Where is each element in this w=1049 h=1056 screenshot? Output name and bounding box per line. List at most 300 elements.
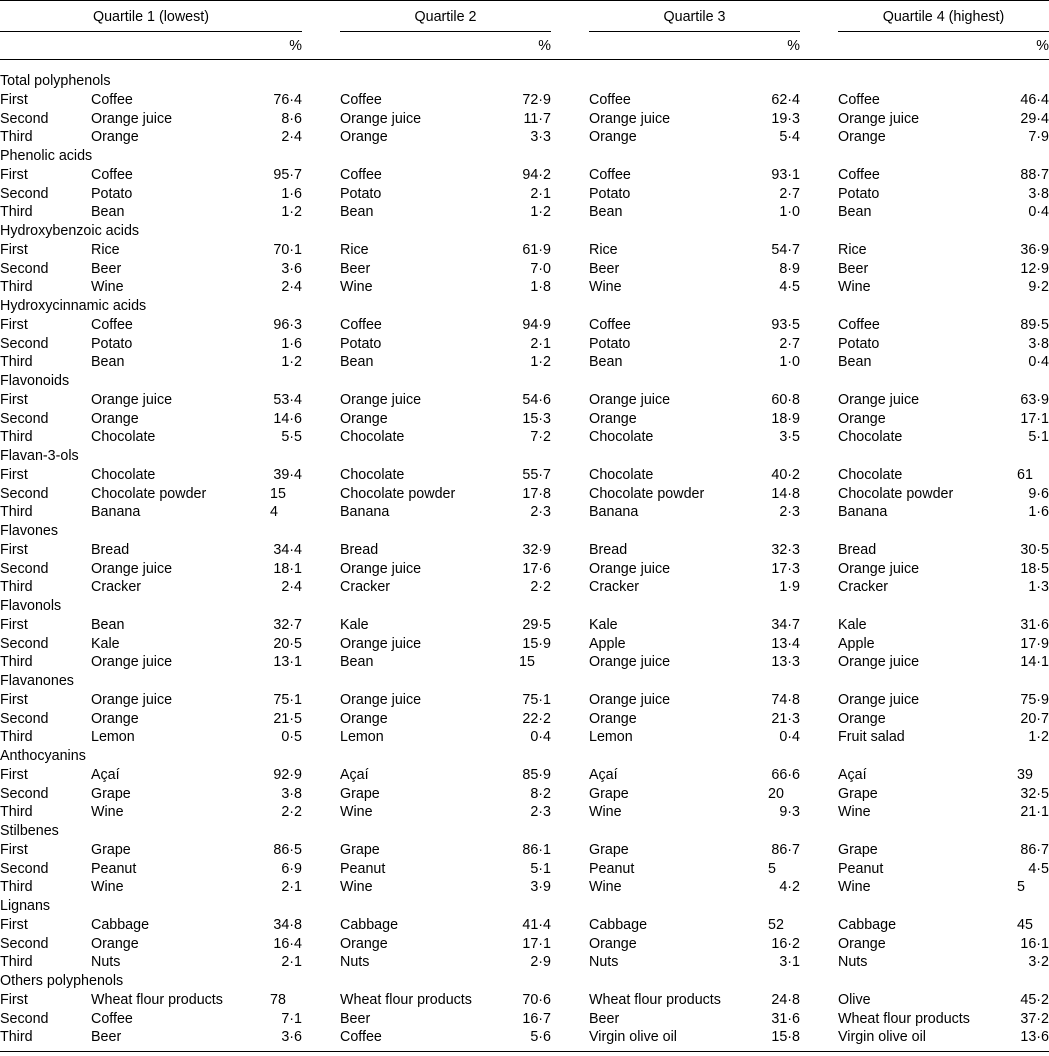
- food-source: Bean: [838, 204, 872, 221]
- percent-value: 88·7: [1020, 166, 1049, 183]
- percent-value: 1·2: [530, 354, 551, 371]
- percent-value: 34·4: [273, 541, 302, 558]
- percent-value: 3·8: [281, 785, 302, 802]
- section-title: Total polyphenols: [0, 73, 111, 89]
- food-source: Grape: [838, 785, 878, 802]
- percent-value: 21·1: [1020, 804, 1049, 821]
- food-source: Wine: [589, 279, 622, 296]
- percent-value: 53·4: [273, 391, 302, 408]
- food-source: Wheat flour products: [91, 991, 223, 1008]
- food-source: Chocolate: [340, 466, 405, 483]
- percent-value: 2·2: [281, 804, 302, 821]
- percent-value: 37·2: [1020, 1010, 1049, 1027]
- rank-label: First: [0, 91, 28, 108]
- percent-value: 96·3: [273, 316, 302, 333]
- food-source: Potato: [340, 335, 382, 352]
- percent-value: 16·7: [522, 1010, 551, 1027]
- percent-value: 14·6: [273, 410, 302, 427]
- percent-value: 70·1: [273, 241, 302, 258]
- food-source: Banana: [589, 504, 639, 521]
- food-source: Bean: [91, 204, 125, 221]
- food-source: Wine: [838, 279, 871, 296]
- percent-value: 31·6: [771, 1010, 800, 1027]
- food-source: Potato: [340, 185, 382, 202]
- percent-value: 55·7: [522, 466, 551, 483]
- percent-value: 40·2: [771, 466, 800, 483]
- percent-value: 2·3: [530, 504, 551, 521]
- percent-value: 93·5: [771, 316, 800, 333]
- percent-value: 32·9: [522, 541, 551, 558]
- rank-label: First: [0, 616, 28, 633]
- food-source: Lemon: [340, 729, 384, 746]
- food-source: Coffee: [340, 91, 382, 108]
- percent-value: 13·6: [1020, 1029, 1049, 1046]
- food-source: Coffee: [340, 1029, 382, 1046]
- percent-value: 16·4: [273, 935, 302, 952]
- percent-value: 5·1: [530, 860, 551, 877]
- quartile-header-underline: [340, 31, 551, 32]
- food-source: Bean: [340, 654, 374, 671]
- food-source: Orange juice: [838, 691, 920, 708]
- percent-value: 30·5: [1020, 541, 1049, 558]
- food-source: Bean: [340, 204, 374, 221]
- rank-label: Second: [0, 185, 49, 202]
- food-source: Wine: [838, 879, 871, 896]
- percent-value: 78: [270, 991, 286, 1008]
- rank-label: Third: [0, 654, 33, 671]
- food-source: Bread: [340, 541, 379, 558]
- percent-value: 7·0: [530, 260, 551, 277]
- food-source: Orange juice: [838, 110, 920, 127]
- food-source: Chocolate: [838, 466, 903, 483]
- percent-value: 3·5: [779, 429, 800, 446]
- percent-value: 85·9: [522, 766, 551, 783]
- food-source: Lemon: [91, 729, 135, 746]
- food-source: Nuts: [838, 954, 868, 971]
- percent-value: 18·1: [273, 560, 302, 577]
- percent-value: 4·2: [779, 879, 800, 896]
- food-source: Coffee: [838, 316, 880, 333]
- food-source: Wine: [589, 879, 622, 896]
- food-source: Orange: [838, 129, 886, 146]
- percent-value: 3·8: [1028, 335, 1049, 352]
- food-source: Kale: [91, 635, 120, 652]
- percent-value: 15: [519, 654, 535, 671]
- quartile-header-underline: [0, 31, 302, 32]
- percent-value: 14·1: [1020, 654, 1049, 671]
- rank-label: Second: [0, 410, 49, 427]
- percent-value: 34·7: [771, 616, 800, 633]
- percent-value: 4: [270, 504, 278, 521]
- food-source: Wine: [91, 279, 124, 296]
- food-source: Orange juice: [91, 691, 173, 708]
- food-source: Coffee: [589, 166, 631, 183]
- percent-value: 1·0: [779, 204, 800, 221]
- food-source: Bean: [91, 354, 125, 371]
- food-source: Chocolate: [91, 466, 156, 483]
- food-source: Kale: [838, 616, 867, 633]
- percent-value: 21·3: [771, 710, 800, 727]
- quartile-header: Quartile 1 (lowest): [92, 9, 209, 25]
- percent-value: 16·2: [771, 935, 800, 952]
- food-source: Coffee: [91, 166, 133, 183]
- percent-value: 3·9: [530, 879, 551, 896]
- percent-value: 7·2: [530, 429, 551, 446]
- food-source: Chocolate powder: [589, 485, 705, 502]
- percent-value: 3·3: [530, 129, 551, 146]
- percent-value: 3·1: [779, 954, 800, 971]
- food-source: Orange juice: [91, 560, 173, 577]
- food-source: Chocolate powder: [91, 485, 207, 502]
- percent-value: 1·2: [1028, 729, 1049, 746]
- food-source: Orange: [91, 935, 139, 952]
- header-bottom-rule: [0, 59, 1049, 60]
- food-source: Açaí: [340, 766, 369, 783]
- percent-value: 1·3: [1028, 579, 1049, 596]
- food-source: Cabbage: [91, 916, 150, 933]
- food-source: Grape: [91, 841, 131, 858]
- rank-label: First: [0, 466, 28, 483]
- percent-header: %: [538, 38, 551, 54]
- percent-value: 2·3: [530, 804, 551, 821]
- food-source: Grape: [340, 841, 380, 858]
- food-source: Peanut: [838, 860, 884, 877]
- percent-value: 86·1: [522, 841, 551, 858]
- percent-value: 0·4: [1028, 354, 1049, 371]
- food-source: Wine: [340, 804, 373, 821]
- percent-value: 94·9: [522, 316, 551, 333]
- percent-value: 45·2: [1020, 991, 1049, 1008]
- food-source: Açaí: [91, 766, 120, 783]
- percent-value: 2·1: [281, 879, 302, 896]
- food-source: Orange: [838, 710, 886, 727]
- section-title: Hydroxycinnamic acids: [0, 298, 147, 314]
- percent-value: 7·9: [1028, 129, 1049, 146]
- percent-value: 39·4: [273, 466, 302, 483]
- food-source: Orange juice: [340, 110, 422, 127]
- food-source: Coffee: [589, 316, 631, 333]
- percent-value: 11·7: [523, 110, 551, 127]
- percent-value: 66·6: [771, 766, 800, 783]
- percent-value: 29·4: [1020, 110, 1049, 127]
- percent-value: 36·9: [1020, 241, 1049, 258]
- percent-value: 29·5: [522, 616, 551, 633]
- percent-value: 86·5: [273, 841, 302, 858]
- food-source: Coffee: [340, 316, 382, 333]
- rank-label: Second: [0, 635, 49, 652]
- percent-value: 7·1: [281, 1010, 302, 1027]
- food-source: Rice: [838, 241, 867, 258]
- food-source: Apple: [838, 635, 875, 652]
- food-source: Rice: [91, 241, 120, 258]
- food-source: Cabbage: [340, 916, 399, 933]
- rank-label: Second: [0, 1010, 49, 1027]
- section-title: Stilbenes: [0, 823, 59, 839]
- percent-value: 60·8: [771, 391, 800, 408]
- percent-value: 22·2: [522, 710, 551, 727]
- food-source: Wine: [589, 804, 622, 821]
- percent-value: 15·8: [771, 1029, 800, 1046]
- food-source: Nuts: [589, 954, 619, 971]
- percent-value: 89·5: [1020, 316, 1049, 333]
- percent-value: 63·9: [1020, 391, 1049, 408]
- food-source: Wheat flour products: [589, 991, 721, 1008]
- section-title: Anthocyanins: [0, 748, 86, 764]
- percent-value: 3·6: [281, 1029, 302, 1046]
- food-source: Beer: [91, 1029, 122, 1046]
- rank-label: Second: [0, 110, 49, 127]
- food-source: Orange juice: [340, 560, 422, 577]
- section-title: Others polyphenols: [0, 973, 124, 989]
- food-source: Orange juice: [340, 635, 422, 652]
- food-source: Coffee: [91, 316, 133, 333]
- rank-label: First: [0, 316, 28, 333]
- food-source: Orange: [340, 710, 388, 727]
- food-source: Olive: [838, 991, 871, 1008]
- food-source: Orange juice: [340, 691, 422, 708]
- percent-value: 54·6: [522, 391, 551, 408]
- rank-label: First: [0, 391, 28, 408]
- food-source: Potato: [589, 335, 631, 352]
- percent-value: 2·1: [530, 185, 551, 202]
- percent-value: 1·2: [281, 204, 302, 221]
- rank-label: First: [0, 766, 28, 783]
- food-source: Nuts: [91, 954, 121, 971]
- quartile-header: Quartile 3: [663, 9, 726, 25]
- rank-label: Second: [0, 335, 49, 352]
- food-source: Orange juice: [589, 391, 671, 408]
- food-source: Bread: [838, 541, 877, 558]
- food-source: Orange juice: [91, 391, 173, 408]
- food-source: Bean: [340, 354, 374, 371]
- percent-value: 94·2: [522, 166, 551, 183]
- food-source: Chocolate: [589, 466, 654, 483]
- percent-value: 17·8: [522, 485, 551, 502]
- food-source: Peanut: [91, 860, 137, 877]
- percent-value: 17·1: [1020, 410, 1049, 427]
- percent-value: 2·2: [530, 579, 551, 596]
- percent-value: 86·7: [771, 841, 800, 858]
- rank-label: First: [0, 691, 28, 708]
- percent-value: 13·3: [771, 654, 800, 671]
- percent-value: 9·2: [1028, 279, 1049, 296]
- food-source: Beer: [838, 260, 869, 277]
- percent-value: 41·4: [522, 916, 551, 933]
- percent-value: 6·9: [281, 860, 302, 877]
- food-source: Virgin olive oil: [838, 1029, 926, 1046]
- percent-value: 20: [768, 785, 784, 802]
- food-source: Banana: [340, 504, 390, 521]
- rank-label: Second: [0, 560, 49, 577]
- food-source: Coffee: [340, 166, 382, 183]
- food-source: Grape: [589, 841, 629, 858]
- food-source: Potato: [91, 335, 133, 352]
- percent-value: 1·0: [779, 354, 800, 371]
- rank-label: Third: [0, 204, 33, 221]
- percent-value: 2·4: [281, 279, 302, 296]
- percent-header: %: [1036, 38, 1049, 54]
- percent-value: 20·7: [1020, 710, 1049, 727]
- rank-label: Second: [0, 860, 49, 877]
- percent-value: 2·7: [779, 335, 800, 352]
- food-source: Orange juice: [838, 391, 920, 408]
- percent-value: 0·4: [779, 729, 800, 746]
- percent-value: 72·9: [522, 91, 551, 108]
- section-title: Flavonols: [0, 598, 62, 614]
- rank-label: Second: [0, 785, 49, 802]
- food-source: Kale: [340, 616, 369, 633]
- percent-value: 75·1: [522, 691, 551, 708]
- food-source: Chocolate powder: [340, 485, 456, 502]
- section-title: Flavonoids: [0, 373, 70, 389]
- food-source: Orange juice: [589, 691, 671, 708]
- percent-value: 4·5: [1028, 860, 1049, 877]
- food-source: Virgin olive oil: [589, 1029, 677, 1046]
- percent-value: 0·5: [281, 729, 302, 746]
- percent-value: 92·9: [273, 766, 302, 783]
- percent-value: 13·1: [273, 654, 302, 671]
- food-source: Bread: [91, 541, 130, 558]
- food-source: Bread: [589, 541, 628, 558]
- food-source: Orange: [589, 935, 637, 952]
- quartile-header: Quartile 2: [414, 9, 477, 25]
- food-source: Grape: [838, 841, 878, 858]
- food-source: Wheat flour products: [340, 991, 472, 1008]
- percent-value: 3·6: [281, 260, 302, 277]
- percent-value: 93·1: [771, 166, 800, 183]
- percent-value: 31·6: [1020, 616, 1049, 633]
- food-source: Orange: [340, 410, 388, 427]
- percent-value: 61: [1017, 466, 1033, 483]
- percent-header: %: [787, 38, 800, 54]
- percent-value: 62·4: [771, 91, 800, 108]
- food-source: Chocolate: [91, 429, 156, 446]
- food-source: Chocolate: [589, 429, 654, 446]
- food-source: Apple: [589, 635, 626, 652]
- food-source: Beer: [340, 260, 371, 277]
- percent-value: 32·7: [273, 616, 302, 633]
- food-source: Coffee: [838, 166, 880, 183]
- food-source: Chocolate powder: [838, 485, 954, 502]
- food-source: Bean: [589, 204, 623, 221]
- table-top-rule: [0, 0, 1049, 1]
- food-source: Orange juice: [91, 654, 173, 671]
- percent-value: 1·8: [530, 279, 551, 296]
- rank-label: Third: [0, 954, 33, 971]
- food-source: Orange: [838, 935, 886, 952]
- percent-value: 14·8: [771, 485, 800, 502]
- food-source: Cracker: [838, 579, 889, 596]
- percent-value: 17·3: [771, 560, 800, 577]
- food-source: Coffee: [838, 91, 880, 108]
- percent-value: 5·4: [779, 129, 800, 146]
- food-source: Potato: [589, 185, 631, 202]
- percent-value: 9·3: [779, 804, 800, 821]
- food-source: Cracker: [91, 579, 142, 596]
- food-source: Orange juice: [589, 560, 671, 577]
- food-source: Orange juice: [340, 391, 422, 408]
- percent-value: 5·6: [530, 1029, 551, 1046]
- percent-value: 1·9: [779, 579, 800, 596]
- percent-value: 3·8: [1028, 185, 1049, 202]
- food-source: Cracker: [589, 579, 640, 596]
- percent-value: 95·7: [273, 166, 302, 183]
- food-source: Grape: [91, 785, 131, 802]
- section-title: Flavones: [0, 523, 59, 539]
- food-source: Cabbage: [838, 916, 897, 933]
- percent-value: 2·4: [281, 129, 302, 146]
- rank-label: Third: [0, 1029, 33, 1046]
- food-source: Peanut: [340, 860, 386, 877]
- food-source: Coffee: [91, 1010, 133, 1027]
- rank-label: Third: [0, 504, 33, 521]
- percent-value: 75·9: [1020, 691, 1049, 708]
- percent-value: 46·4: [1020, 91, 1049, 108]
- percent-value: 2·1: [281, 954, 302, 971]
- percent-value: 70·6: [522, 991, 551, 1008]
- food-source: Bean: [589, 354, 623, 371]
- food-source: Chocolate: [838, 429, 903, 446]
- percent-value: 15·3: [522, 410, 551, 427]
- percent-value: 8·6: [281, 110, 302, 127]
- percent-value: 9·6: [1028, 485, 1049, 502]
- percent-value: 13·4: [771, 635, 800, 652]
- rank-label: Second: [0, 485, 49, 502]
- rank-label: First: [0, 166, 28, 183]
- percent-value: 20·5: [273, 635, 302, 652]
- percent-value: 8·2: [530, 785, 551, 802]
- percent-value: 2·4: [281, 579, 302, 596]
- food-source: Kale: [589, 616, 618, 633]
- percent-value: 5: [1017, 879, 1025, 896]
- percent-value: 32·3: [771, 541, 800, 558]
- food-source: Açaí: [838, 766, 867, 783]
- percent-value: 17·1: [522, 935, 551, 952]
- food-source: Peanut: [589, 860, 635, 877]
- rank-label: Second: [0, 260, 49, 277]
- food-source: Grape: [340, 785, 380, 802]
- food-source: Beer: [589, 1010, 620, 1027]
- percent-value: 17·9: [1020, 635, 1049, 652]
- rank-label: First: [0, 991, 28, 1008]
- percent-value: 76·4: [273, 91, 302, 108]
- food-source: Beer: [340, 1010, 371, 1027]
- food-source: Açaí: [589, 766, 618, 783]
- percent-value: 4·5: [779, 279, 800, 296]
- food-source: Rice: [589, 241, 618, 258]
- percent-value: 74·8: [771, 691, 800, 708]
- percent-value: 8·9: [779, 260, 800, 277]
- percent-value: 5: [768, 860, 776, 877]
- percent-value: 3·2: [1028, 954, 1049, 971]
- food-source: Grape: [589, 785, 629, 802]
- percent-value: 12·9: [1020, 260, 1049, 277]
- section-title: Hydroxybenzoic acids: [0, 223, 140, 239]
- percent-value: 39: [1017, 766, 1033, 783]
- food-source: Orange juice: [838, 560, 920, 577]
- rank-label: Second: [0, 710, 49, 727]
- section-title: Phenolic acids: [0, 148, 93, 164]
- percent-value: 15·9: [522, 635, 551, 652]
- food-source: Orange: [91, 129, 139, 146]
- percent-value: 2·9: [530, 954, 551, 971]
- food-source: Coffee: [589, 91, 631, 108]
- section-title: Lignans: [0, 898, 51, 914]
- percent-value: 52: [768, 916, 784, 933]
- food-source: Cabbage: [589, 916, 648, 933]
- food-source: Orange juice: [91, 110, 173, 127]
- rank-label: First: [0, 916, 28, 933]
